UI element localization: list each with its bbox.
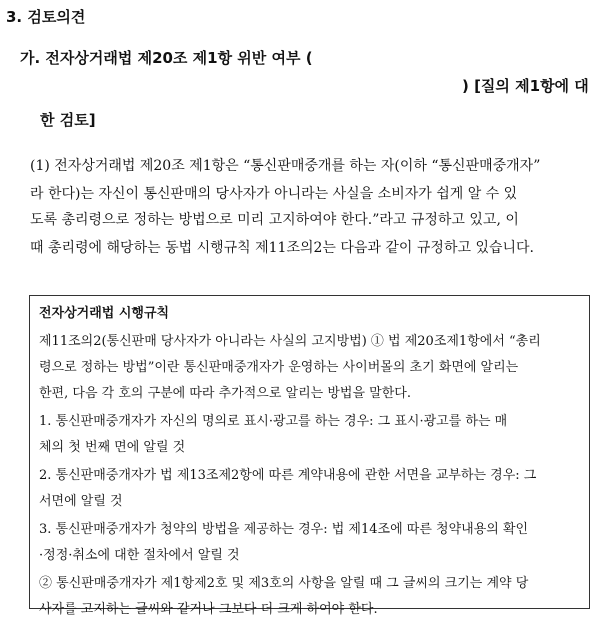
regulation-line: 사자를 고지하는 글씨와 같거나 그보다 더 크게 하여야 한다.	[39, 602, 378, 617]
paragraph-line: 때 총리령에 해당하는 동법 시행규칙 제11조의2는 다음과 같이 규정하고 있습니다.	[30, 240, 534, 256]
regulation-line: 체의 첫 번째 면에 알릴 것	[39, 440, 186, 455]
regulation-line: ·정정·취소에 대한 절차에서 알릴 것	[39, 548, 240, 563]
regulation-box	[29, 295, 590, 617]
regulation-line: 서면에 알릴 것	[39, 494, 123, 509]
paragraph-line: 도록 총리령으로 정하는 방법으로 미리 고지하여야 한다.”라고 규정하고 있고, 이	[30, 212, 519, 228]
regulation-line: 3. 통신판매중개자가 청약의 방법을 제공하는 경우: 법 제14조에 따른 청약내용의 확인	[39, 522, 529, 537]
regulation-line: 령으로 정하는 방법”이란 통신판매중개자가 운영하는 사이버몰의 초기 화면에 알리는	[39, 360, 519, 375]
regulation-line: 제11조의2(통신판매 당사자가 아니라는 사실의 고지방법) ① 법 제20조제1항에서 “총리	[39, 334, 541, 349]
regulation-box-title: 전자상거래법 시행규칙	[39, 306, 170, 321]
regulation-line: 2. 통신판매중개자가 법 제13조제2항에 따른 계약내용에 관한 서면을 교부하는 경우: 그	[39, 468, 537, 483]
regulation-line: 한편, 다음 각 호의 구분에 따라 추가적으로 알리는 방법을 말한다.	[39, 386, 411, 401]
paragraph-line: (1) 전자상거래법 제20조 제1항은 “통신판매중개를 하는 자(이하 “통신판매중개자”	[30, 158, 541, 174]
subsection-heading-line3: 한 검토]	[40, 111, 96, 129]
section-heading: 3. 검토의견	[6, 8, 86, 26]
paragraph-line: 라 한다)는 자신이 통신판매의 당사자가 아니라는 사실을 소비자가 쉽게 알 수 있	[30, 186, 518, 202]
regulation-line: ② 통신판매중개자가 제1항제2호 및 제3호의 사항을 알릴 때 그 글씨의 크기는 계약 당	[39, 576, 529, 591]
subsection-heading-line2: ) [질의 제1항에 대	[462, 77, 589, 95]
subsection-heading-line1: 가. 전자상거래법 제20조 제1항 위반 여부 (	[20, 49, 313, 67]
regulation-line: 1. 통신판매중개자가 자신의 명의로 표시·광고를 하는 경우: 그 표시·광고를 하는 매	[39, 414, 508, 429]
